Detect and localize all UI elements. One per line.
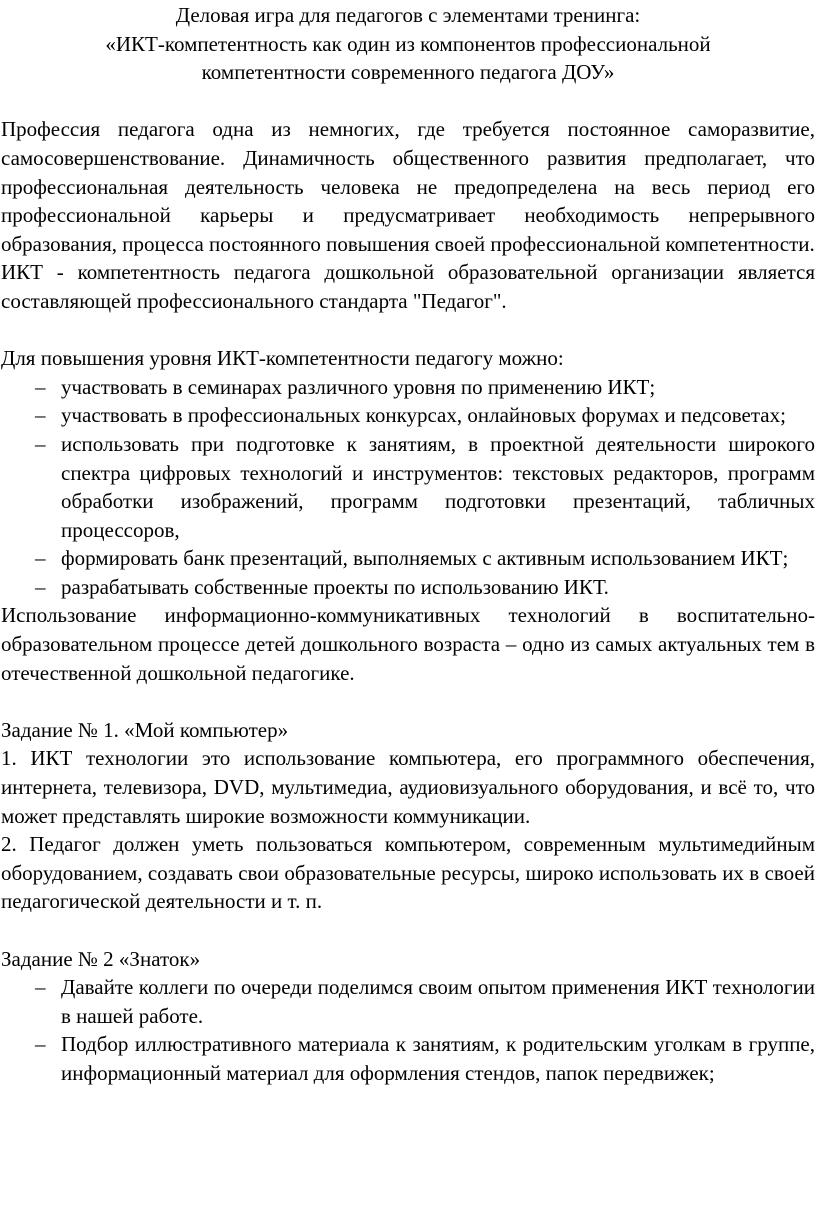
list-item-text: участвовать в профессиональных конкурсах, онлайновых форумах и педсоветах; [61, 403, 786, 428]
task2-heading: Задание № 2 «Знаток» [1, 946, 201, 971]
intro-paragraph-1: Профессия педагога одна из немногих, где требуется постоянное саморазвитие, самосовершенствование. Динамичность общественного развития предполагает, что профессиональная деятельность человека не предопределена на весь период его профессиональной карьеры и предусматривает необходимость непрерывного образования, процесса постоянного повышения своей профессиональной компетентности. [1, 117, 815, 256]
title-line-3: компетентности современного педагога ДОУ» [201, 60, 615, 85]
dash-bullet: – [35, 403, 46, 428]
list-item [1, 1030, 815, 1087]
document-title [1, 1, 815, 87]
list-item-text: Подбор иллюстративного материала к занятиям, к родительским уголкам в группе, информационный материал для оформления стендов, папок передвижек; [61, 1032, 815, 1085]
list-item-text: участвовать в семинарах различного уровня по применению ИКТ; [61, 374, 656, 399]
list-item-text: формировать банк презентаций, выполняемых с активным использованием ИКТ; [61, 546, 789, 571]
list-item-text: разрабатывать собственные проекты по использованию ИКТ. [61, 574, 609, 599]
dash-bullet: – [35, 975, 46, 1000]
intro-paragraph-2: ИКТ - компетентность педагога дошкольной образовательной организации является составляющей профессионального стандарта "Педагог". [1, 260, 815, 313]
list-item [1, 430, 815, 544]
title-line-1: Деловая игра для педагогов с элементами тренинга: [175, 3, 641, 27]
task1-item-2: 2. Педагог должен уметь пользоваться компьютером, современным мультимедийным оборудованием, создавать свои образовательные ресурсы, широко использовать их в своей педагогической деятельности и т. п. [1, 832, 815, 914]
task1-heading: Задание № 1. «Мой компьютер» [1, 717, 289, 742]
task1-item-1: 1. ИКТ технологии это использование компьютера, его программного обеспечения, интернета, телевизора, DVD, мультимедиа, аудиовизуального оборудования, и всё то, что может представлять широкие возможности коммуникации. [1, 746, 815, 828]
list-item [1, 401, 815, 430]
spacer [1, 916, 815, 945]
list-item-text: использовать при подготовке к занятиям, в проектной деятельности широкого спектра цифровых технологий и инструментов: текстовых редакторов, программ обработки изображений, программ подготовки презентаций, табличных процессоров, [61, 431, 815, 542]
dash-bullet: – [35, 574, 46, 599]
title-line-2: «ИКТ-компетентность как один из компонентов профессиональной [105, 31, 711, 56]
list-item-text: Давайте коллеги по очереди поделимся своим опытом применения ИКТ технологии в нашей работе. [61, 975, 815, 1028]
list-item [1, 373, 815, 402]
dash-bullet: – [35, 546, 46, 571]
spacer [1, 316, 815, 345]
ways-list [1, 373, 815, 602]
task2-list [1, 973, 815, 1087]
list-item [1, 573, 815, 602]
dash-bullet: – [35, 374, 46, 399]
ways-lead: Для повышения уровня ИКТ-компетентности педагогу можно: [1, 346, 564, 371]
ways-conclusion: Использование информационно-коммуникативных технологий в воспитательно-образовательном процессе детей дошкольного возраста – одно из самых актуальных тем в отечественной дошкольной педагогике. [1, 603, 815, 685]
dash-bullet: – [35, 431, 46, 456]
dash-bullet: – [35, 1032, 46, 1057]
list-item [1, 973, 815, 1030]
spacer [1, 687, 815, 716]
spacer [1, 87, 815, 116]
list-item [1, 544, 815, 573]
